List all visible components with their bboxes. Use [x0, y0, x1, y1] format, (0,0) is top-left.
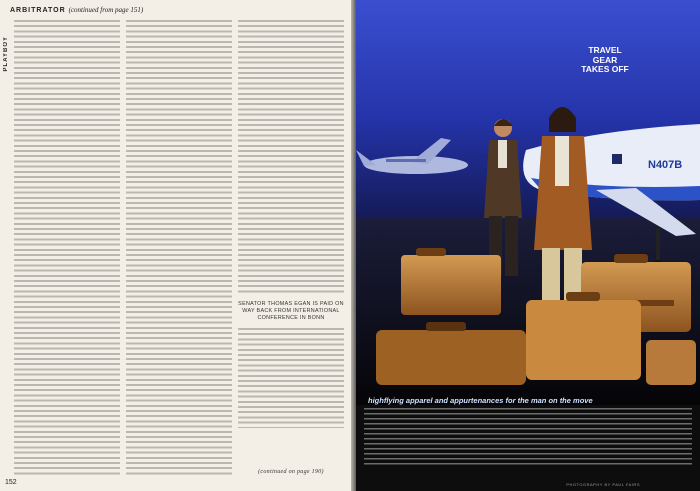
feature-subhead: highflying apparel and appurtenances for the man on the move	[368, 396, 593, 405]
headline-line: TRAVEL	[588, 45, 622, 55]
body-text-block	[238, 20, 344, 293]
speech-note-line: SENATOR THOMAS EGAN IS PAID ON	[238, 301, 344, 307]
body-text-block	[14, 20, 120, 475]
svg-text:N407B: N407B	[648, 159, 683, 171]
speech-note-line: CONFERENCE IN BONN	[257, 315, 325, 321]
photo-credit: PHOTOGRAPHY BY PAUL FAIRS	[566, 482, 640, 487]
feature-headline	[575, 46, 635, 75]
speech-note	[238, 301, 344, 322]
headline-line: GEAR	[592, 54, 618, 65]
travel-photo	[356, 0, 700, 405]
body-text-block	[126, 20, 232, 475]
vertical-masthead: PLAYBOY	[3, 36, 9, 72]
fashion-photo-page	[356, 0, 700, 491]
body-text-block	[238, 328, 344, 428]
running-head	[10, 6, 143, 14]
speech-note-line: WAY BACK FROM INTERNATIONAL	[242, 308, 340, 314]
section-label: ARBITRATOR	[10, 7, 66, 14]
page-number: 152	[5, 479, 17, 486]
headline-line: TAKES OFF	[581, 64, 629, 74]
section-continued: (continued from page 151)	[68, 6, 144, 14]
continued-note: (continued on page 190)	[258, 469, 324, 475]
caption-text-block	[364, 408, 692, 466]
article-column-3	[238, 20, 344, 475]
article-column-2	[126, 20, 232, 475]
photo-caption	[364, 408, 692, 466]
article-column-1	[14, 20, 120, 475]
